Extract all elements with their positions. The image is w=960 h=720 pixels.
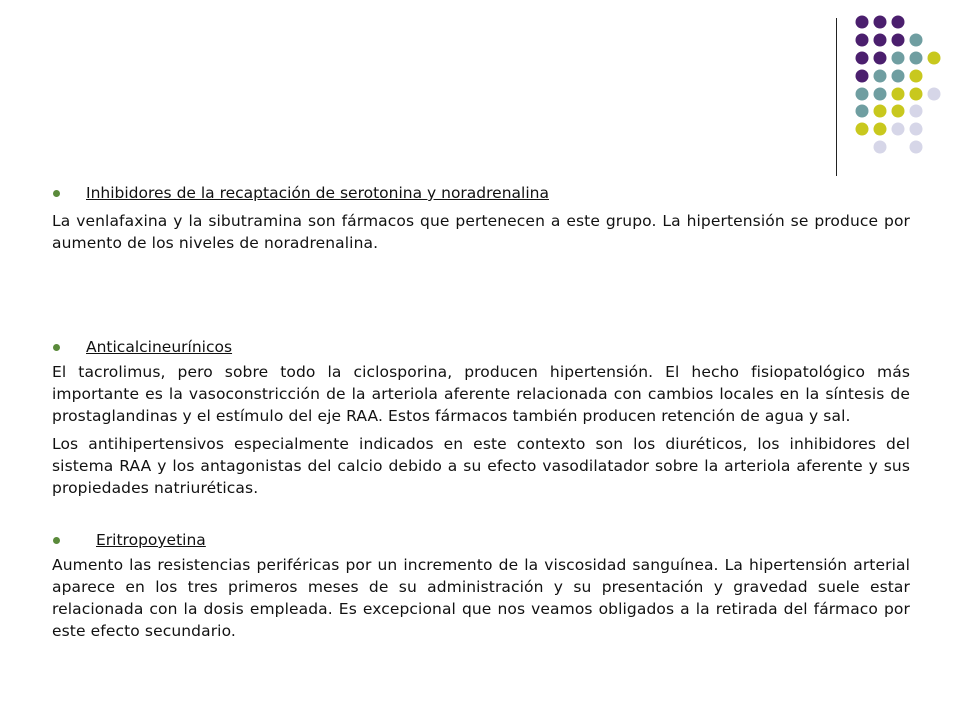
section-heading-anticalcineurinicos [52, 336, 910, 358]
bullet-icon [53, 537, 60, 544]
decorative-dot [892, 123, 905, 136]
decorative-dot [874, 141, 887, 154]
decorative-dot [892, 88, 905, 101]
heading-text: Eritropoyetina [96, 531, 206, 549]
decorative-dot [856, 105, 869, 118]
decorative-dot [856, 123, 869, 136]
decorative-dot [874, 70, 887, 83]
section-heading-serotonin [52, 182, 910, 204]
decorative-dot [874, 34, 887, 47]
section-heading-eritropoyetina [52, 529, 910, 551]
decorative-dot [856, 34, 869, 47]
paragraph-serotonin: La venlafaxina y la sibutramina son fármacos que pertenecen a este grupo. La hipertensión se produce por aumento de los niveles de noradrenalina. [52, 212, 910, 252]
decorative-dot [874, 88, 887, 101]
decorative-dot-grid [0, 0, 960, 180]
paragraph-eritropoyetina: Aumento las resistencias periféricas por un incremento de la viscosidad sanguínea. La hipertensión arterial aparece en los tres primeros meses de su administración y su presentación y gravedad suele estar relacionada con la dosis empleada. Es excepcional que nos veamos obligados a la retirada del fármaco por este efecto secundario. [52, 556, 910, 640]
decorative-dot [856, 52, 869, 65]
decorative-dot [910, 34, 923, 47]
decorative-dot [874, 52, 887, 65]
decorative-dot [928, 88, 941, 101]
bullet-icon [53, 344, 60, 351]
decorative-dot [874, 105, 887, 118]
decorative-dot [910, 141, 923, 154]
decorative-vertical-line [836, 18, 837, 176]
decorative-dot [892, 52, 905, 65]
decorative-dot [874, 16, 887, 29]
decorative-dot [892, 70, 905, 83]
decorative-dot [892, 16, 905, 29]
heading-text: Anticalcineurínicos [86, 338, 233, 356]
decorative-dot [892, 34, 905, 47]
decorative-dot [910, 88, 923, 101]
decorative-dot [910, 105, 923, 118]
decorative-dot [856, 16, 869, 29]
decorative-dot [856, 88, 869, 101]
decorative-dot [910, 70, 923, 83]
decorative-dot [910, 52, 923, 65]
decorative-dot [910, 123, 923, 136]
dot-grid-group [856, 16, 941, 154]
bullet-icon [53, 190, 60, 197]
heading-text: Inhibidores de la recaptación de serotonina y noradrenalina [86, 184, 549, 202]
paragraph-anticalcineurinicos-1: El tacrolimus, pero sobre todo la ciclosporina, producen hipertensión. El hecho fisiopatológico más importante es la vasoconstricción de la arteriola aferente relacionada con cambios locales en la síntesis de prostaglandinas y el estímulo del eje RAA. Estos fármacos también producen retención de agua y sal. [52, 363, 910, 425]
paragraph-anticalcineurinicos-2: Los antihipertensivos especialmente indicados en este contexto son los diuréticos, los inhibidores del sistema RAA y los antagonistas del calcio debido a su efecto vasodilatador sobre la arteriola aferente y sus propiedades natriuréticas. [52, 435, 910, 497]
decorative-dot [892, 105, 905, 118]
slide-content [52, 180, 910, 642]
decorative-dot [928, 52, 941, 65]
decorative-dot [874, 123, 887, 136]
decorative-dot [856, 70, 869, 83]
